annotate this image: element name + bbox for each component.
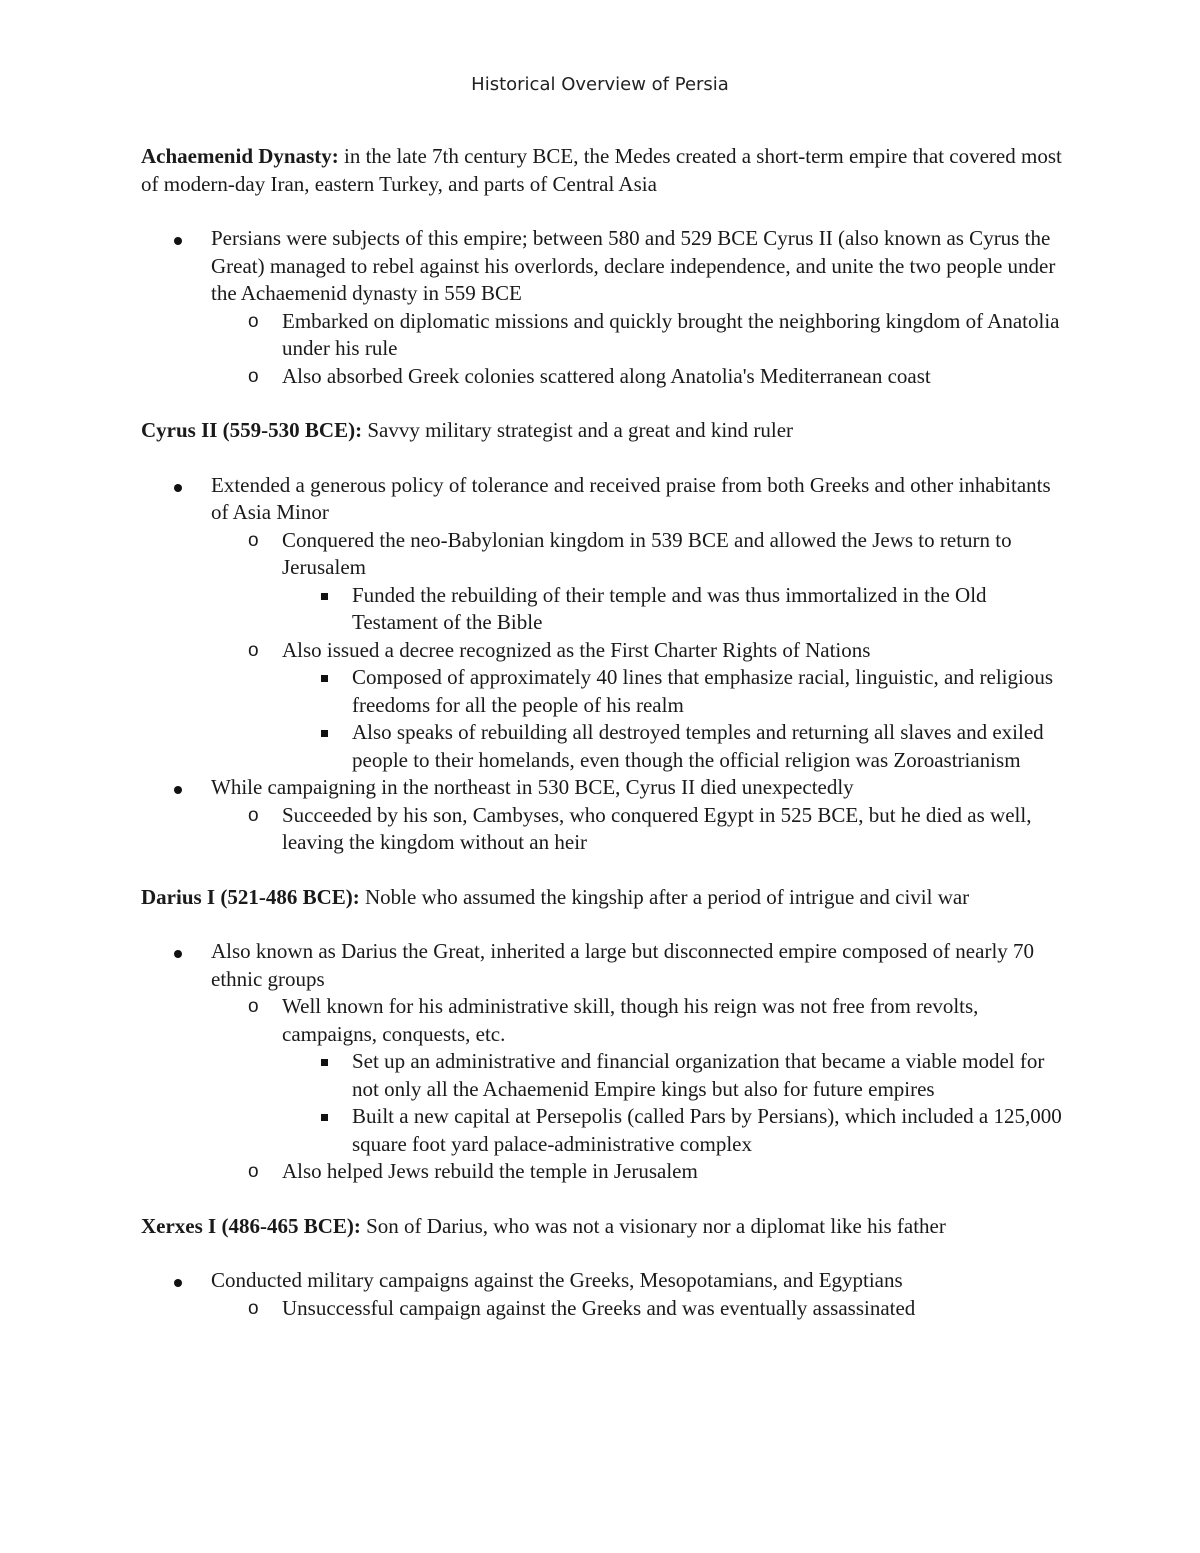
sub-list-item (141, 993, 1071, 1158)
heading-label: Cyrus II (559-530 BCE): (141, 418, 363, 442)
list-item-text: Also known as Darius the Great, inherited a large but disconnected empire composed of nearly 70 ethnic groups (211, 939, 1035, 991)
sub-sub-list (282, 664, 1071, 774)
list-item (141, 1267, 1071, 1322)
sub-sub-list-item (141, 664, 1071, 719)
sub-list-item (141, 363, 1071, 391)
square-bullet-icon (321, 675, 328, 682)
bullet-dot-icon (174, 484, 182, 492)
list-item (141, 774, 1071, 857)
section-achaemenid-dynasty (141, 143, 1071, 390)
sub-list-item (141, 802, 1071, 857)
bullet-list (141, 225, 1071, 390)
list-item-text: Persians were subjects of this empire; between 580 and 529 BCE Cyrus II (also known as Cyrus the Great) managed to rebel against his overlords, declare independence, and unite the two people under the Achaemenid dynasty in 559 BCE (211, 226, 1056, 305)
heading-description: Savvy military strategist and a great and kind ruler (362, 418, 794, 442)
section-heading (141, 884, 1071, 912)
sub-list-item-text: Unsuccessful campaign against the Greeks and was eventually assassinated (282, 1295, 916, 1320)
sub-list-item-text: Also absorbed Greek colonies scattered along Anatolia's Mediterranean coast (282, 363, 931, 388)
sub-list-item-text: Well known for his administrative skill, though his reign was not free from revolts, campaigns, conquests, etc. (282, 994, 979, 1046)
sub-sub-list-item (141, 1048, 1071, 1103)
sub-list (211, 308, 1071, 391)
square-bullet-icon (321, 1114, 328, 1121)
sub-list-item (141, 527, 1071, 637)
sub-list (211, 1295, 1071, 1323)
sub-list-item-text: Succeeded by his son, Cambyses, who conquered Egypt in 525 BCE, but he died as well, leaving the kingdom without an heir (282, 802, 1032, 854)
heading-label: Achaemenid Dynasty: (141, 144, 339, 168)
sub-list (211, 527, 1071, 775)
circle-bullet-icon: o (248, 529, 259, 551)
section-heading (141, 1213, 1071, 1241)
sub-sub-list (282, 582, 1071, 637)
sub-list-item-text: Also issued a decree recognized as the First Charter Rights of Nations (282, 637, 871, 662)
square-bullet-icon (321, 730, 328, 737)
page-title: Historical Overview of Persia (471, 74, 729, 95)
circle-bullet-icon: o (248, 365, 259, 387)
sub-sub-list-item-text: Built a new capital at Persepolis (called Pars by Persians), which included a 125,000 square foot yard palace-administrative complex (352, 1104, 1062, 1156)
list-item-text: Extended a generous policy of tolerance and received praise from both Greeks and other inhabitants of Asia Minor (211, 472, 1051, 524)
bullet-list (141, 472, 1071, 857)
sub-sub-list-item (141, 582, 1071, 637)
list-item-text: While campaigning in the northeast in 530 BCE, Cyrus II died unexpectedly (211, 775, 854, 799)
list-item (141, 225, 1071, 390)
sub-sub-list-item-text: Composed of approximately 40 lines that emphasize racial, linguistic, and religious freedoms for all the people of his realm (352, 665, 1053, 717)
square-bullet-icon (321, 593, 328, 600)
list-item (141, 938, 1071, 1186)
section-darius-i (141, 884, 1071, 1186)
bullet-dot-icon (174, 237, 182, 245)
sub-list-item-text: Conquered the neo-Babylonian kingdom in 539 BCE and allowed the Jews to return to Jerusalem (282, 527, 1012, 579)
heading-description: Noble who assumed the kingship after a period of intrigue and civil war (359, 884, 970, 909)
heading-label: Darius I (521-486 BCE): (141, 884, 360, 909)
circle-bullet-icon: o (248, 996, 259, 1017)
heading-label: Xerxes I (486-465 BCE): (141, 1213, 361, 1238)
list-item (141, 472, 1071, 775)
section-heading (141, 417, 1071, 445)
bullet-dot-icon (174, 1279, 182, 1287)
sub-sub-list-item-text: Funded the rebuilding of their temple and was thus immortalized in the Old Testament of the Bible (352, 582, 987, 634)
sub-list-item-text: Embarked on diplomatic missions and quickly brought the neighboring kingdom of Anatolia under his rule (282, 308, 1060, 360)
sub-list-item (141, 1295, 1071, 1323)
sub-sub-list-item-text: Set up an administrative and financial organization that became a viable model for not only all the Achaemenid Empire kings but also for future empires (352, 1049, 1045, 1101)
sub-sub-list-item (141, 1103, 1071, 1158)
circle-bullet-icon: o (248, 804, 259, 826)
bullet-dot-icon (174, 950, 182, 958)
sub-sub-list-item (141, 719, 1071, 774)
sub-list-item (141, 1158, 1071, 1186)
section-heading (141, 143, 1071, 198)
sub-list (211, 993, 1071, 1186)
sub-list-item (141, 308, 1071, 363)
section-xerxes-i (141, 1213, 1071, 1323)
circle-bullet-icon: o (248, 1161, 259, 1182)
circle-bullet-icon: o (248, 639, 259, 661)
square-bullet-icon (321, 1059, 328, 1066)
bullet-list (141, 1267, 1071, 1322)
heading-description: Son of Darius, who was not a visionary nor a diplomat like his father (360, 1213, 946, 1238)
sub-sub-list-item-text: Also speaks of rebuilding all destroyed temples and returning all slaves and exiled people to their homelands, even though the official religion was Zoroastrianism (352, 720, 1044, 772)
circle-bullet-icon: o (248, 1297, 259, 1319)
sub-list-item (141, 637, 1071, 775)
document-body (141, 143, 1071, 1349)
circle-bullet-icon: o (248, 310, 259, 332)
section-cyrus-ii (141, 417, 1071, 857)
list-item-text: Conducted military campaigns against the Greeks, Mesopotamians, and Egyptians (211, 1268, 903, 1292)
bullet-dot-icon (174, 786, 182, 794)
sub-list (211, 802, 1071, 857)
sub-sub-list (282, 1048, 1071, 1158)
bullet-list (141, 938, 1071, 1186)
heading-description: in the late 7th century BCE, the Medes created a short-term empire that covered most of modern-day Iran, eastern Turkey, and parts of Central Asia (141, 144, 1062, 196)
sub-list-item-text: Also helped Jews rebuild the temple in Jerusalem (282, 1159, 698, 1183)
